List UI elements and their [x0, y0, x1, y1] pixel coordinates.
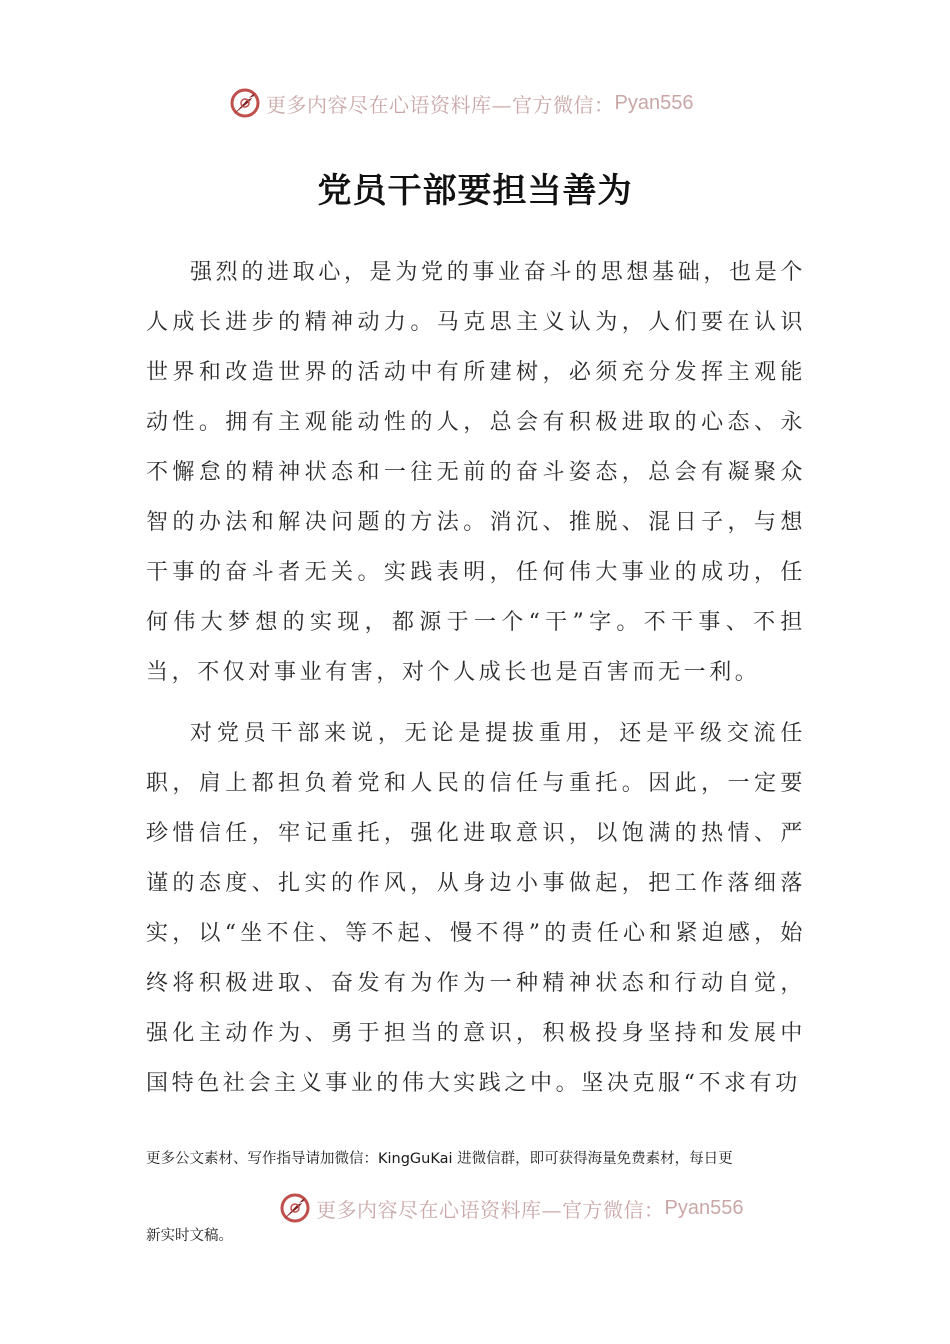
watermark-text: 更多内容尽在心语资料库—官方微信： [316, 1197, 665, 1222]
watermark-wechat-id: Pyan556 [614, 91, 694, 114]
watermark-text: 更多内容尽在心语资料库—官方微信： [266, 92, 615, 117]
quill-logo-icon [228, 86, 262, 120]
footer-note-continued: 新实时文稿。 [146, 1228, 233, 1244]
document-title: 党员干部要担当善为 [317, 171, 633, 211]
body-paragraph-2: 对党员干部来说，无论是提拔重用，还是平级交流任职，肩上都担负着党和人民的信任与重托。因此，一定要珍惜信任，牢记重托，强化进取意识，以饱满的热情、严谨的态度、扎实的作风，从身边小事做起，把工作落细落实，以“坐不住、等不起、慢不得”的责任心和紧迫感，始终将积极进取、奋发有为作为一种精神状态和行动自觉，强化主动作为、勇于担当的意识，积极投身坚持和发展中国特色社会主义事业的伟大实践之中。坚决克服“不求有功 [146, 721, 806, 1096]
watermark-header [228, 86, 693, 120]
quill-logo-icon [278, 1191, 312, 1225]
watermark-footer [278, 1191, 743, 1225]
body-paragraph-1: 强烈的进取心，是为党的事业奋斗的思想基础，也是个人成长进步的精神动力。马克思主义认为，人们要在认识世界和改造世界的活动中有所建树，必须充分发挥主观能动性。拥有主观能动性的人，总会有积极进取的心态、永不懈怠的精神状态和一往无前的奋斗姿态，总会有凝聚众智的办法和解决问题的方法。消沉、推脱、混日子，与想干事的奋斗者无关。实践表明，任何伟大事业的成功，任何伟大梦想的实现，都源于一个“干”字。不干事、不担当，不仅对事业有害，对个人成长也是百害而无一利。 [146, 260, 806, 685]
footer-note: 更多公文素材、写作指导请加微信：KingGuKai 进微信群，即可获得海量免费素材，每日更 [146, 1151, 733, 1167]
watermark-wechat-id: Pyan556 [664, 1196, 744, 1219]
